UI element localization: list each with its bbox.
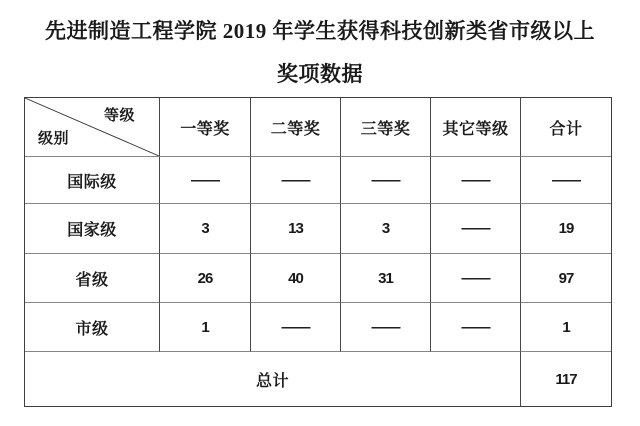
corner-label-level: 级别 [38,131,70,147]
column-header-total: 合计 [521,98,611,157]
corner-label-grade: 等级 [103,108,135,124]
column-header-second-prize: 二等奖 [251,98,341,157]
table-cell: 26 [160,254,251,303]
table-cell: —— [341,157,431,204]
table-cell: —— [160,157,251,204]
table-cell: —— [431,204,521,254]
table-cell: 13 [251,204,341,254]
table-cell: 3 [160,204,251,254]
awards-table [24,97,612,407]
corner-header-cell [25,98,160,157]
table-cell: —— [341,303,431,352]
row-label-international: 国际级 [25,157,160,204]
page-title [0,10,640,96]
grand-total-label: 总计 [25,352,521,406]
column-header-other-grade: 其它等级 [431,98,521,157]
table-cell: —— [251,157,341,204]
table-cell: —— [431,254,521,303]
grand-total-value: 117 [555,370,577,388]
table-cell: 97 [521,254,611,303]
table-cell: 19 [521,204,611,254]
title-line-1: 先进制造工程学院 2019 年学生获得科技创新类省市级以上 [45,19,595,43]
row-label-provincial: 省级 [25,254,160,303]
table-cell: 3 [341,204,431,254]
column-header-third-prize: 三等奖 [341,98,431,157]
title-line-2: 奖项数据 [277,62,363,86]
row-label-municipal: 市级 [25,303,160,352]
table-cell: 31 [341,254,431,303]
table-cell: 1 [521,303,611,352]
table-cell: —— [431,157,521,204]
table-cell: 1 [160,303,251,352]
table-cell: —— [521,157,611,204]
table-cell: 40 [251,254,341,303]
column-header-first-prize: 一等奖 [160,98,251,157]
table-cell: —— [251,303,341,352]
table-cell: —— [431,303,521,352]
row-label-national: 国家级 [25,204,160,254]
